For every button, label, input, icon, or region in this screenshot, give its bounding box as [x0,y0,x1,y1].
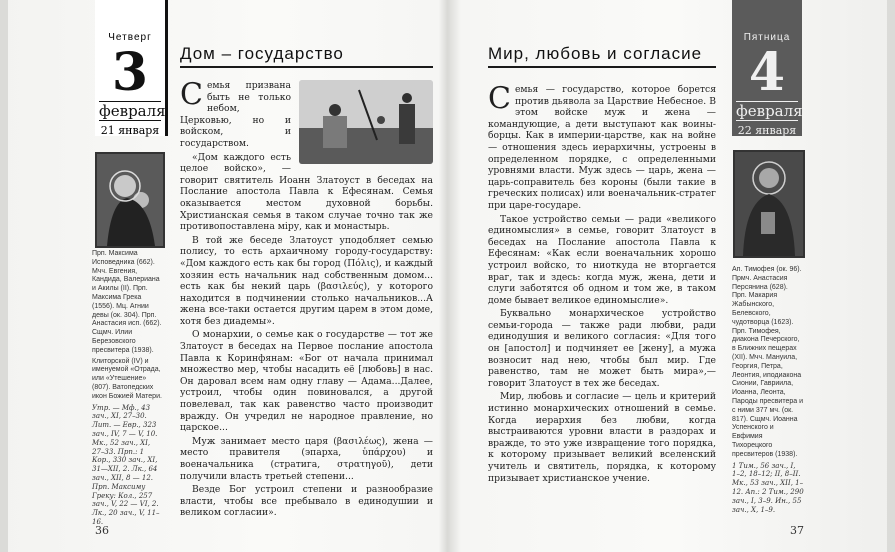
weekday: Пятница [743,32,791,43]
day-number: 3 [111,42,149,103]
drop-cap: С [488,81,511,116]
weekday: Четверг [108,32,152,43]
old-style-date: 21 января [100,124,160,137]
day-number: 4 [748,42,786,103]
page-number-right: 37 [790,524,804,537]
article-left: Семья призвана быть не только небом, Церковью, но и войском, и государством. «Дом каждого есть целое войско», — говорит святитель Иоанн Златоуст в беседах на Послание апостола Павла к Ефесянам. Семья оказывается местом духовной борьбы. Христианская семья в таком случае точно так же противопоставлена міру, как и монастырь. В той же беседе Златоуст уподобляет семью полису, то есть архаичному городу-государству: «Дом каждого есть как бы город (Πόλις), и каждый хозяин есть начальник над собственным домом... есть как бы некий царь (βασιλεύς), у которого находится в подчинении столько начальников...А жена все-таки остается другим царем в этом доме, хотя без диадемы». О монархии, о семье как о государстве — тот же Златоуст в беседах на Первое послание апостола Павла к Коринфянам: «Бог от начала принимал множество мер, чтобы насадить её [любовь] в нас. Он даровал всем нам одну главу — Адама...Далее, устроил, чтобы один повиновался, а другой повелевал, так как равенство часто производит вражду. Он учредил не народное правление, но царское... Муж занимает место царя (βασιλέως), жена — место правителя (эпарха, ὑπάρχου) и военачальника (стратига, στρατηγοῦ), дети получили власть третьей степени... Везде Бог устроил степени и разнообразие власти, чтобы все пребывало в единодушии и великом согласии». [180,77,433,519]
farm-photo [299,80,433,164]
page-title-left: Дом – государство [180,44,344,63]
theotokos-icon-image [95,152,165,248]
page-edge-right [887,0,895,552]
page-number-left: 36 [95,524,109,537]
old-style-date: 22 января [737,124,797,137]
title-rule-left [180,66,433,68]
page-title-right: Мир, любовь и согласие [488,44,703,63]
date-tab-right [732,0,802,136]
month: февраля [99,102,166,120]
month: февраля [736,102,803,120]
saints-list-right: Ап. Тимофея (ок. 96). Прмч. Анастасия Персянина (628). Прп. Макария Жабынского, Белевского, чудотворца (1623). Прп. Тимофея, диакона Печерского, в Ближних пещерах (XII). Мчч. Мануила, Георгия, Петра, Леонтия, иподиакона Сионии, Гавриила, Иоанна, Леонта, Пароды пресвитера и с ними 377 мч. (ок. 817). Сщмч. Иоанна Успенского и Евфимия Тихорецкого пресвитеров (1938). 1 Тим., 56 зач., I, 1–2, 18–12; II, 8–II. Мк., 53 зач., XII, 1–12. Ап.: 2 Тим., 290 зач., I, 3–9. Ин., 55 зач., X, 1–9. [732,266,804,514]
date-tab-left [95,0,168,136]
page-edge-left [0,0,8,552]
saints-list-left: Прп. Максима Исповедника (662). Мчч. Евгения, Кандида, Валериана и Акилы (II). Прп. Максима Грека (1556). Мц. Агнии девы (ок. 304). Прп. Анастасия исп. (662). Сщмч. Илии Березовского пресвитера (1938). Клиторской (IV) и именуемой «Отрада, или «Утешение» (807). Ватопедских икон Божией Матери. Утр. — Мф., 43 зач., XI, 27–30. Лит. — Евр., 323 зач., IV, 7 — V, 10. Мк., 52 зач., XI, 27–33. Прп.: 1 Кор., 330 зач., XI, 31—XII, 2. Лк., 64 зач., XII, 8 — 12. Прп. Максиму Греку: Кол., 257 зач., V, 22 — VI, 2. Лк., 20 зач., V, 11–16. [92,250,162,526]
title-rule-right [488,66,716,68]
drop-cap: С [180,77,203,112]
apostle-icon-image [733,150,805,258]
article-right: Семья — государство, которое борется против дьявола за Царствие Небесное. В этом войске муж и жена — командующие, а дети выступают как воины-борцы. Как в империи-царстве, как на войне — отношения здесь иерархичны, устроены в определенном порядке, с определенными уровнями власти. Муж здесь — царь, жена — царь-сопрaвитель без короны (были такие в греческих полисах) или военачальник-стратег при царе-государе. Такое устройство семьи — ради «великого единомыслия» в семье, говорит Златоуст в беседах на Послание апостола Павла к Ефесянам: «Как если военачальник хорошо устроил войско, то ниоткуда не вторгается враг, так и здесь: когда муж, жена, дети и слуги заботятся об одном и том же, в таком доме бывает великое единомыслие». Буквально монархическое устройство семьи-города — также ради любви, ради единодушия и великого согласия: «Для того он [апостол] и подчиняет ее [жену], а мужа возносит над нею, чтобы был мир. Где равенство, там не может быть мира»,— говорит Златоуст в тех же беседах. Мир, любовь и согласие — цель и критерий истинно монархических отношений в семье. Когда иерархия без любви, когда выстраиваются уровни власти в раздорах и вражде, то это уже извращение того порядка, к которому призывает великий вселенский учитель и святитель, порядка, к которому призывает христианское учение. [488,81,716,484]
